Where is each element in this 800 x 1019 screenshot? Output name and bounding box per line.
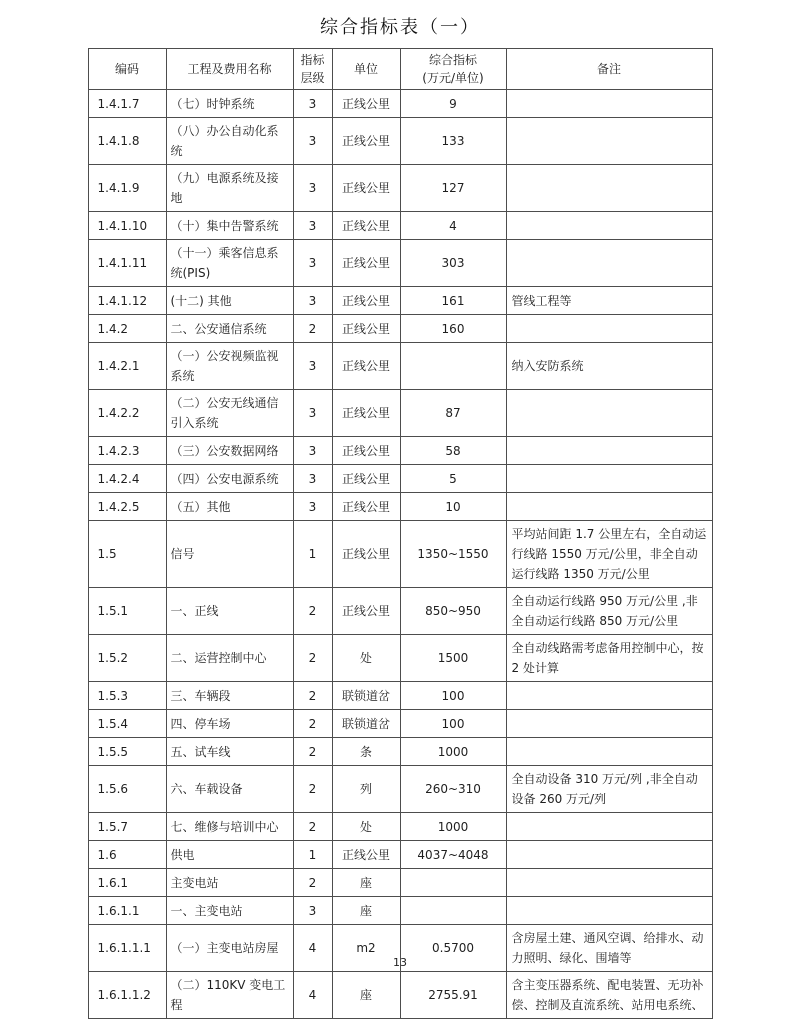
- level-cell: 3: [293, 90, 332, 118]
- name-cell: 一、主变电站: [166, 897, 293, 925]
- code-cell: 1.5.5: [88, 738, 166, 766]
- table-row: [88, 90, 712, 118]
- index-cell: 303: [400, 240, 506, 287]
- table-row: [88, 682, 712, 710]
- table-row: [88, 390, 712, 437]
- note-cell: [506, 869, 712, 897]
- note-cell: [506, 710, 712, 738]
- index-cell: 260~310: [400, 766, 506, 813]
- note-cell: 含房屋土建、通风空调、给排水、动力照明、绿化、围墙等: [506, 925, 712, 972]
- table-row: [88, 240, 712, 287]
- note-cell: 管线工程等: [506, 287, 712, 315]
- unit-cell: 列: [332, 766, 400, 813]
- unit-cell: 联锁道岔: [332, 682, 400, 710]
- note-cell: [506, 841, 712, 869]
- note-cell: [506, 315, 712, 343]
- name-cell: （一）主变电站房屋: [166, 925, 293, 972]
- page-number: 13: [393, 956, 407, 969]
- name-cell: （十一）乘客信息系统(PIS): [166, 240, 293, 287]
- table-row: [88, 493, 712, 521]
- note-cell: 全自动线路需考虑备用控制中心，按 2 处计算: [506, 635, 712, 682]
- name-cell: （十）集中告警系统: [166, 212, 293, 240]
- note-cell: 平均站间距 1.7 公里左右，全自动运行线路 1550 万元/公里，非全自动运行线路 1350 万元/公里: [506, 521, 712, 588]
- table-row: [88, 588, 712, 635]
- table-row: [88, 869, 712, 897]
- code-cell: 1.4.1.10: [88, 212, 166, 240]
- note-cell: [506, 897, 712, 925]
- level-cell: 2: [293, 315, 332, 343]
- table-row: [88, 766, 712, 813]
- unit-cell: 处: [332, 635, 400, 682]
- unit-cell: 正线公里: [332, 521, 400, 588]
- name-cell: 供电: [166, 841, 293, 869]
- note-cell: [506, 493, 712, 521]
- table-row: [88, 165, 712, 212]
- code-cell: 1.6: [88, 841, 166, 869]
- code-cell: 1.4.2.4: [88, 465, 166, 493]
- code-cell: 1.6.1: [88, 869, 166, 897]
- unit-cell: 正线公里: [332, 315, 400, 343]
- table-row: [88, 465, 712, 493]
- unit-cell: 正线公里: [332, 240, 400, 287]
- code-cell: 1.4.1.7: [88, 90, 166, 118]
- code-cell: 1.4.2: [88, 315, 166, 343]
- table-row: [88, 287, 712, 315]
- unit-cell: 正线公里: [332, 390, 400, 437]
- code-cell: 1.6.1.1.1: [88, 925, 166, 972]
- index-cell: 850~950: [400, 588, 506, 635]
- name-cell: （二）公安无线通信引入系统: [166, 390, 293, 437]
- unit-cell: 正线公里: [332, 287, 400, 315]
- level-cell: 2: [293, 635, 332, 682]
- note-cell: [506, 390, 712, 437]
- header-index-line1: 综合指标: [428, 53, 477, 67]
- name-cell: （七）时钟系统: [166, 90, 293, 118]
- index-cell: 133: [400, 118, 506, 165]
- level-cell: 2: [293, 738, 332, 766]
- unit-cell: m2: [332, 925, 400, 972]
- header-note: [506, 49, 712, 90]
- name-cell: 二、运营控制中心: [166, 635, 293, 682]
- unit-cell: 座: [332, 972, 400, 1019]
- code-cell: 1.4.1.9: [88, 165, 166, 212]
- note-cell: 含主变压器系统、配电装置、无功补偿、控制及直流系统、站用电系统、: [506, 972, 712, 1019]
- level-cell: 3: [293, 493, 332, 521]
- unit-cell: 正线公里: [332, 118, 400, 165]
- level-cell: 3: [293, 240, 332, 287]
- table-body: [88, 90, 712, 1019]
- header-code: [88, 49, 166, 90]
- name-cell: （一）公安视频监视系统: [166, 343, 293, 390]
- table-row: [88, 738, 712, 766]
- page-title: 综合指标表（一）: [320, 17, 480, 38]
- code-cell: 1.6.1.1: [88, 897, 166, 925]
- level-cell: 2: [293, 588, 332, 635]
- note-cell: [506, 118, 712, 165]
- level-cell: 3: [293, 118, 332, 165]
- unit-cell: 座: [332, 897, 400, 925]
- note-cell: [506, 738, 712, 766]
- note-cell: [506, 682, 712, 710]
- index-cell: 1350~1550: [400, 521, 506, 588]
- table-row: [88, 813, 712, 841]
- code-cell: 1.5.3: [88, 682, 166, 710]
- table-row: [88, 118, 712, 165]
- index-cell: [400, 343, 506, 390]
- table-row: [88, 212, 712, 240]
- unit-cell: 座: [332, 869, 400, 897]
- header-index: [400, 49, 506, 90]
- header-note-label: 备注: [596, 62, 621, 76]
- code-cell: 1.5.2: [88, 635, 166, 682]
- index-cell: 100: [400, 682, 506, 710]
- table-row: [88, 521, 712, 588]
- table-row: [88, 343, 712, 390]
- name-cell: （九）电源系统及接地: [166, 165, 293, 212]
- name-cell: （五）其他: [166, 493, 293, 521]
- code-cell: 1.5.7: [88, 813, 166, 841]
- index-cell: 100: [400, 710, 506, 738]
- header-level-line1: 指标: [300, 53, 325, 67]
- header-level-line2: 层级: [300, 71, 325, 85]
- level-cell: 3: [293, 343, 332, 390]
- index-cell: 1000: [400, 813, 506, 841]
- index-cell: 1000: [400, 738, 506, 766]
- unit-cell: 正线公里: [332, 212, 400, 240]
- unit-cell: 处: [332, 813, 400, 841]
- index-cell: 161: [400, 287, 506, 315]
- name-cell: 主变电站: [166, 869, 293, 897]
- unit-cell: 正线公里: [332, 343, 400, 390]
- level-cell: 2: [293, 682, 332, 710]
- name-cell: （二）110KV 变电工程: [166, 972, 293, 1019]
- index-cell: [400, 897, 506, 925]
- code-cell: 1.4.1.11: [88, 240, 166, 287]
- note-cell: 全自动设备 310 万元/列 ,非全自动设备 260 万元/列: [506, 766, 712, 813]
- note-cell: [506, 240, 712, 287]
- level-cell: 3: [293, 287, 332, 315]
- level-cell: 3: [293, 437, 332, 465]
- index-cell: 127: [400, 165, 506, 212]
- level-cell: 4: [293, 925, 332, 972]
- unit-cell: 正线公里: [332, 588, 400, 635]
- table-row: [88, 841, 712, 869]
- header-name-label: 工程及费用名称: [187, 62, 272, 76]
- unit-cell: 正线公里: [332, 437, 400, 465]
- level-cell: 2: [293, 869, 332, 897]
- header-unit: [332, 49, 400, 90]
- code-cell: 1.4.2.2: [88, 390, 166, 437]
- name-cell: 五、试车线: [166, 738, 293, 766]
- name-cell: 七、维修与培训中心: [166, 813, 293, 841]
- header-unit-label: 单位: [353, 62, 378, 76]
- index-cell: 4037~4048: [400, 841, 506, 869]
- code-cell: 1.5: [88, 521, 166, 588]
- code-cell: 1.4.2.5: [88, 493, 166, 521]
- note-cell: 纳入安防系统: [506, 343, 712, 390]
- comprehensive-index-table: [88, 48, 713, 1019]
- index-cell: 10: [400, 493, 506, 521]
- name-cell: （三）公安数据网络: [166, 437, 293, 465]
- table-row: [88, 437, 712, 465]
- index-cell: 9: [400, 90, 506, 118]
- code-cell: 1.6.1.1.2: [88, 972, 166, 1019]
- table-row: [88, 635, 712, 682]
- index-cell: 87: [400, 390, 506, 437]
- header-code-label: 编码: [114, 62, 139, 76]
- level-cell: 2: [293, 813, 332, 841]
- table-row: [88, 897, 712, 925]
- note-cell: [506, 437, 712, 465]
- level-cell: 1: [293, 521, 332, 588]
- code-cell: 1.4.2.3: [88, 437, 166, 465]
- table-row: [88, 972, 712, 1019]
- unit-cell: 正线公里: [332, 90, 400, 118]
- note-cell: [506, 813, 712, 841]
- note-cell: [506, 212, 712, 240]
- header-name: [166, 49, 293, 90]
- name-cell: 信号: [166, 521, 293, 588]
- level-cell: 2: [293, 710, 332, 738]
- name-cell: 三、车辆段: [166, 682, 293, 710]
- index-cell: [400, 869, 506, 897]
- unit-cell: 正线公里: [332, 493, 400, 521]
- unit-cell: 正线公里: [332, 841, 400, 869]
- index-cell: 160: [400, 315, 506, 343]
- header-index-line2: (万元/单位): [422, 71, 484, 85]
- unit-cell: 正线公里: [332, 165, 400, 212]
- name-cell: 四、停车场: [166, 710, 293, 738]
- note-cell: [506, 465, 712, 493]
- unit-cell: 正线公里: [332, 465, 400, 493]
- index-cell: 4: [400, 212, 506, 240]
- table-row: [88, 710, 712, 738]
- index-cell: 1500: [400, 635, 506, 682]
- table-row: [88, 315, 712, 343]
- unit-cell: 联锁道岔: [332, 710, 400, 738]
- level-cell: 3: [293, 897, 332, 925]
- index-cell: 5: [400, 465, 506, 493]
- note-cell: [506, 90, 712, 118]
- name-cell: (十二) 其他: [166, 287, 293, 315]
- table-header-row: [88, 49, 712, 90]
- code-cell: 1.5.4: [88, 710, 166, 738]
- level-cell: 3: [293, 212, 332, 240]
- code-cell: 1.5.1: [88, 588, 166, 635]
- name-cell: （四）公安电源系统: [166, 465, 293, 493]
- code-cell: 1.5.6: [88, 766, 166, 813]
- name-cell: （八）办公自动化系统: [166, 118, 293, 165]
- unit-cell: 条: [332, 738, 400, 766]
- level-cell: 1: [293, 841, 332, 869]
- name-cell: 六、车载设备: [166, 766, 293, 813]
- code-cell: 1.4.2.1: [88, 343, 166, 390]
- level-cell: 3: [293, 165, 332, 212]
- index-cell: 58: [400, 437, 506, 465]
- note-cell: 全自动运行线路 950 万元/公里 ,非全自动运行线路 850 万元/公里: [506, 588, 712, 635]
- code-cell: 1.4.1.8: [88, 118, 166, 165]
- index-cell: 2755.91: [400, 972, 506, 1019]
- header-level: [293, 49, 332, 90]
- name-cell: 一、正线: [166, 588, 293, 635]
- level-cell: 4: [293, 972, 332, 1019]
- name-cell: 二、公安通信系统: [166, 315, 293, 343]
- code-cell: 1.4.1.12: [88, 287, 166, 315]
- level-cell: 2: [293, 766, 332, 813]
- level-cell: 3: [293, 465, 332, 493]
- level-cell: 3: [293, 390, 332, 437]
- index-cell: 0.5700: [400, 925, 506, 972]
- note-cell: [506, 165, 712, 212]
